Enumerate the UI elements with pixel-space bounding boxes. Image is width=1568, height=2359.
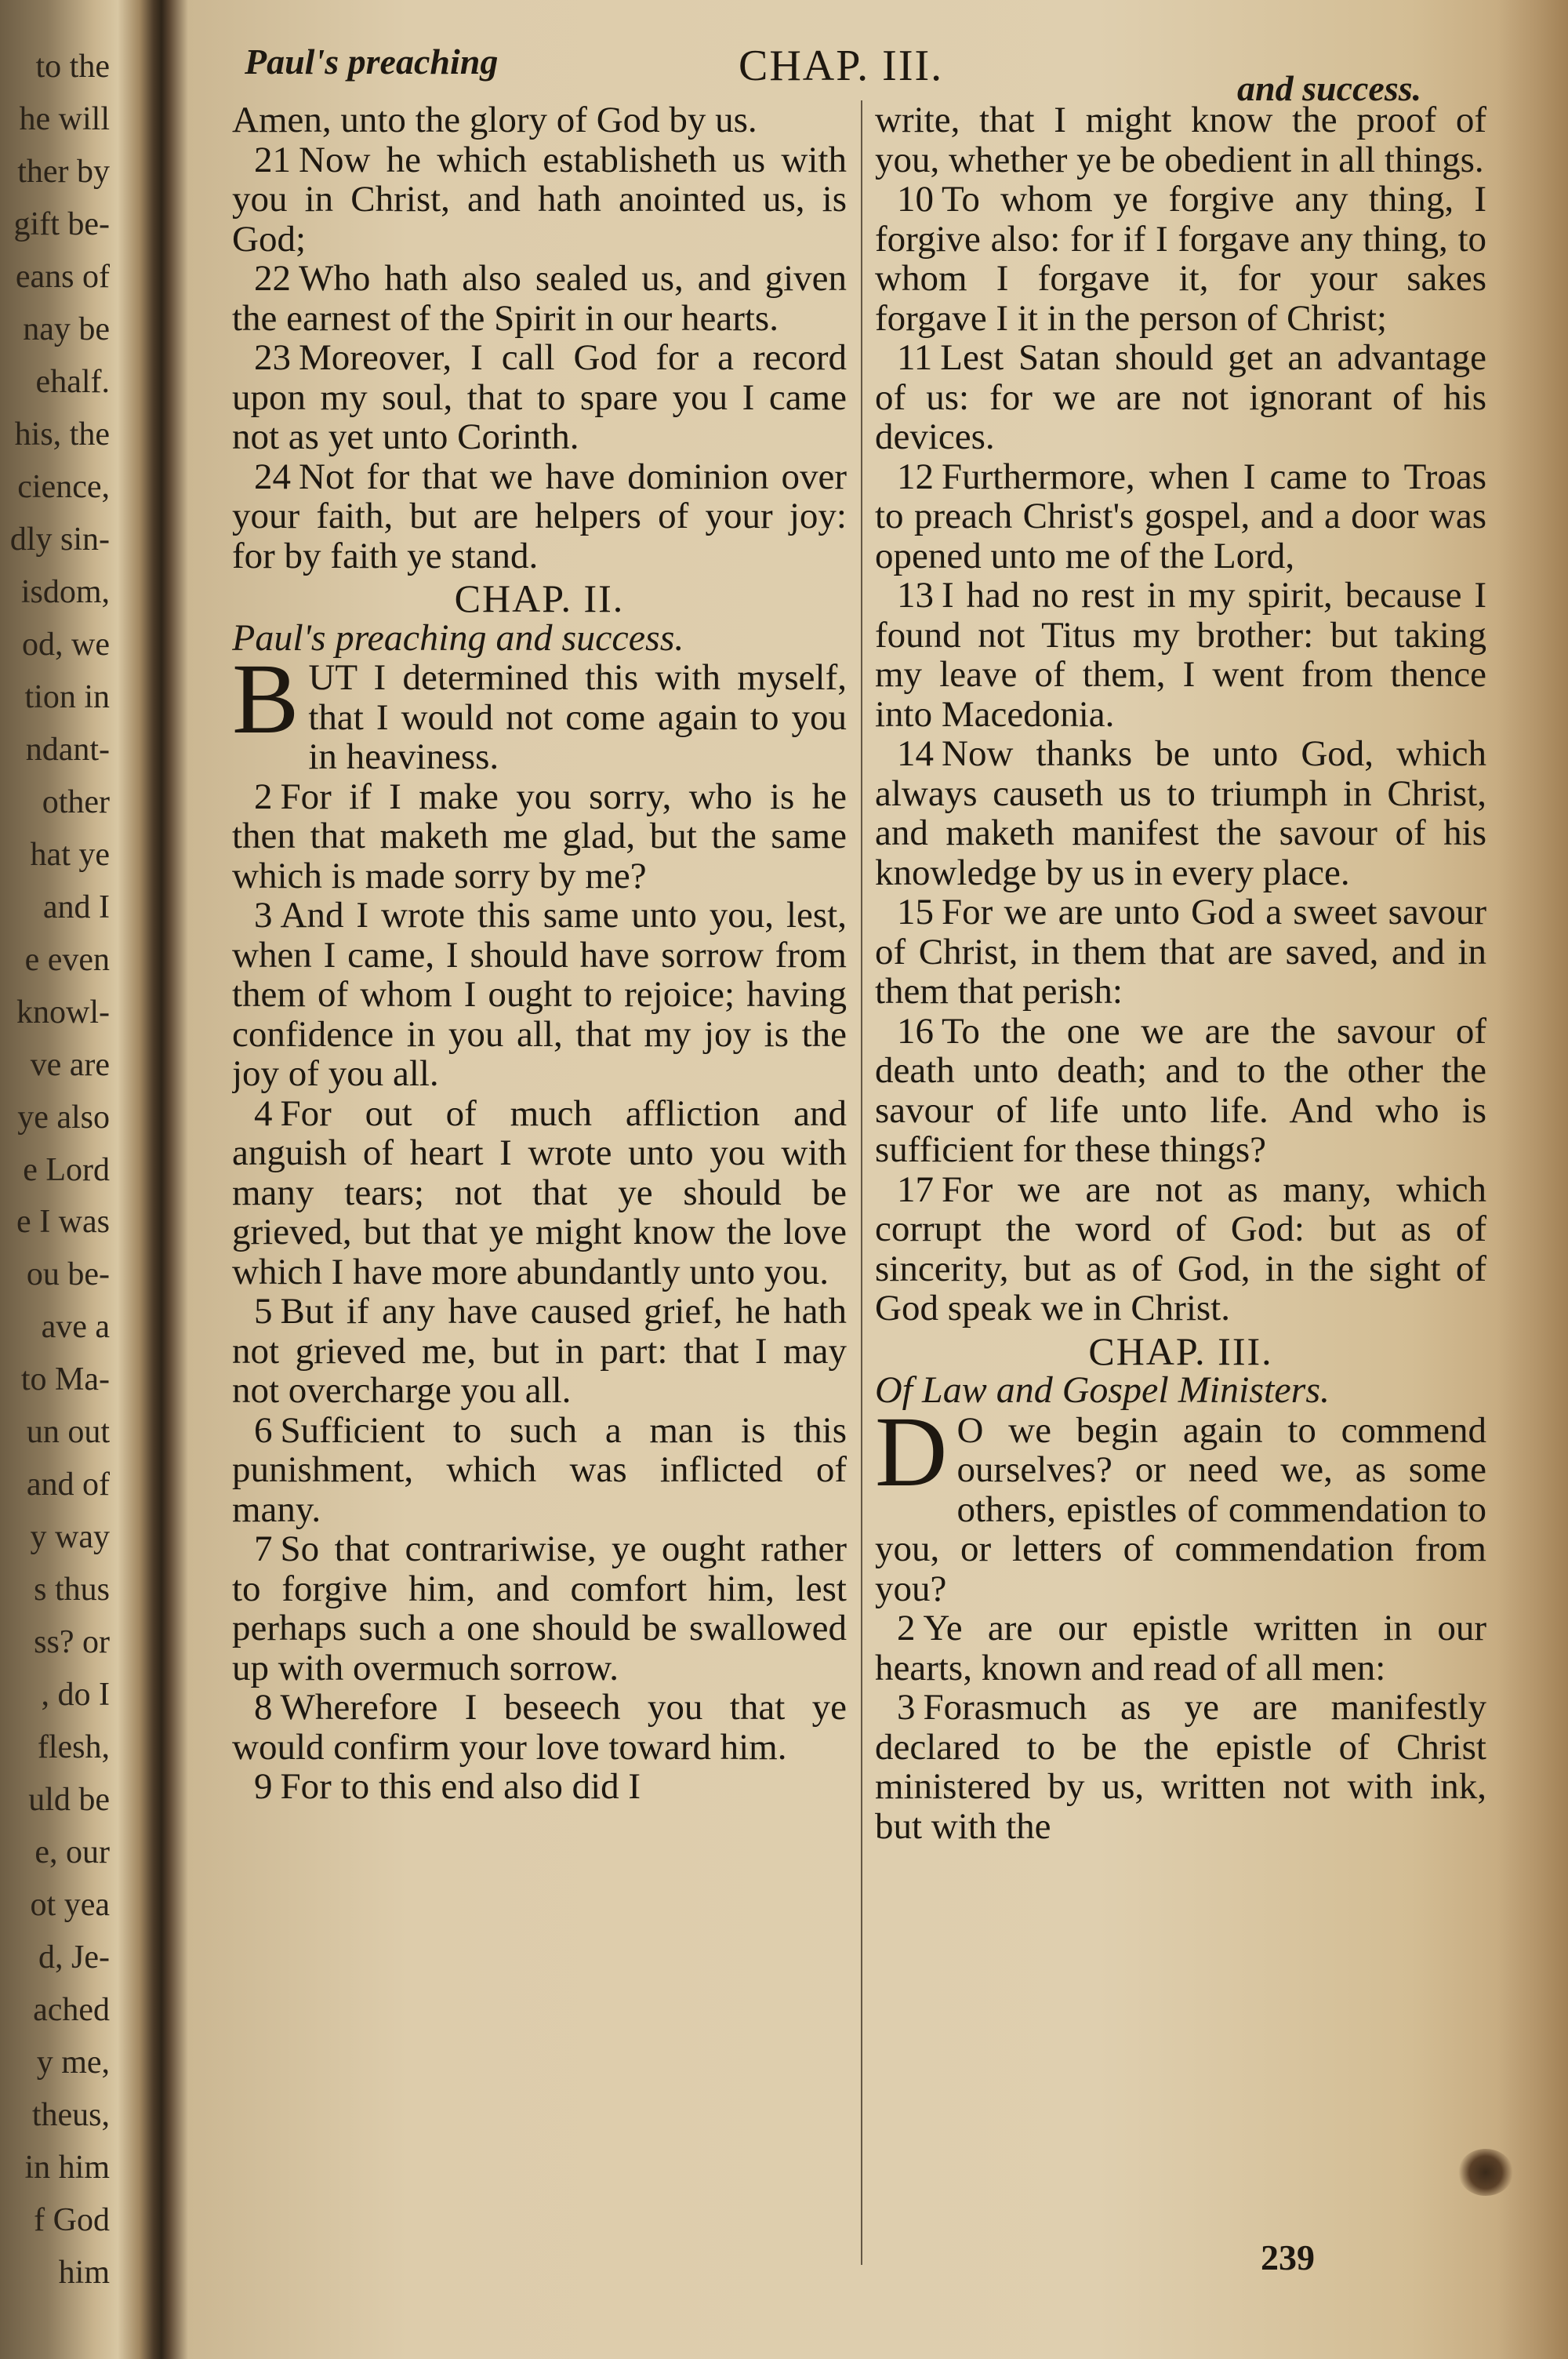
verse-text: I had no rest in my spirit, because I found not Titus my brother: but taking my leave of them, I went from thence into Macedonia. [875, 575, 1486, 735]
verse-text: Now thanks be unto God, which always causeth us to triumph in Christ, and maketh manifest the savour of his knowledge by us in every place. [875, 733, 1486, 893]
left-page-fragment: ye also [17, 1100, 110, 1136]
verse [232, 338, 847, 457]
verse-text: Who hath also sealed us, and given the earnest of the Spirit in our hearts. [232, 258, 847, 339]
drop-cap: D [875, 1395, 948, 1507]
verse [232, 1688, 847, 1767]
left-page-fragment: , do I [41, 1677, 110, 1713]
verse-text: For we are unto God a sweet savour of Christ, in them that are saved, and in them that perish: [875, 892, 1486, 1012]
verse-number: 2 [897, 1608, 916, 1648]
verse-text: For to this end also did I [280, 1766, 641, 1807]
verse [232, 259, 847, 338]
left-page-fragment: d, Je- [38, 1939, 110, 1976]
left-page-fragment: s thus [34, 1572, 110, 1608]
left-page-fragment: un out [26, 1414, 110, 1450]
drop-cap: B [232, 643, 299, 754]
verse [875, 892, 1486, 1012]
verse [232, 1094, 847, 1292]
verse [232, 1529, 847, 1688]
verse [875, 734, 1486, 892]
left-page-fragment: to the [35, 49, 110, 85]
verse-number: 11 [897, 337, 933, 378]
left-page-fragment: od, we [22, 627, 110, 663]
verse-number: 4 [254, 1092, 273, 1134]
verse-number: 17 [897, 1169, 934, 1210]
verse-text: Moreover, I call God for a record upon my soul, that to spare you I came not as yet unto Corinth. [232, 337, 847, 457]
verse-text: But if any have caused grief, he hath not grieved me, but in part: that I may not overcharge you all. [232, 1291, 847, 1411]
verse-text: UT I determined this with myself, that I would not come again to you in heaviness. [308, 657, 847, 777]
verse-number: 6 [254, 1409, 273, 1451]
left-page-fragment: e Lord [23, 1152, 110, 1188]
left-page-fragment: ve are [30, 1047, 110, 1083]
left-page-fragment: tion in [24, 679, 110, 715]
left-page-fragment: cience, [17, 469, 110, 505]
verse [875, 338, 1486, 457]
left-page-fragment: gift be- [13, 206, 110, 242]
verse-number: 23 [254, 337, 291, 378]
chapter-summary: Paul's preaching and success. [232, 616, 684, 659]
verse-text: Wherefore I beseech you that ye would confirm your love toward him. [232, 1687, 847, 1768]
left-page-fragment: and of [26, 1467, 110, 1503]
verse-text: Lest Satan should get an advantage of us: for we are not ignorant of his devices. [875, 337, 1486, 457]
verse [875, 1688, 1486, 1846]
left-page-fragment: eans of [15, 259, 110, 295]
verse-list-bottom [232, 777, 847, 1807]
running-head-left: Paul's preaching [245, 42, 499, 82]
verse-text: For out of much affliction and anguish of heart I wrote unto you with many tears; not that ye should be grieved, but that ye might know the love which I have more abundantly unto you. [232, 1092, 847, 1292]
verse-text: So that contrariwise, ye ought rather to forgive him, and comfort him, lest perhaps such a one should be swallowed up with overmuch sorrow. [232, 1528, 847, 1688]
left-page-fragment: ached [33, 1992, 110, 2028]
left-page-fragment: f God [34, 2202, 110, 2238]
verse [875, 576, 1486, 734]
verse-list-top [875, 180, 1486, 1329]
verse-number: 12 [897, 456, 934, 497]
verse-continuation: write, that I might know the proof of you, whether ye be obedient in all things. [875, 100, 1486, 180]
verse [875, 180, 1486, 338]
verse-text: Ye are our epistle written in our hearts, known and read of all men: [875, 1608, 1486, 1688]
chapter-heading: CHAP. III. [1088, 1329, 1273, 1373]
left-page-fragment: e, our [34, 1834, 110, 1870]
left-page-fragment: ehalf. [35, 364, 110, 400]
verse-text: Furthermore, when I came to Troas to preach Christ's gospel, and a door was opened unto me of the Lord, [875, 456, 1486, 576]
verse [875, 1012, 1486, 1170]
left-page-fragment: uld be [28, 1782, 110, 1818]
verse-number: 9 [254, 1766, 273, 1807]
left-page-fragment: ou be- [26, 1256, 110, 1292]
left-page-fragment: other [42, 784, 110, 820]
verse [232, 777, 847, 896]
left-page-fragment: ther by [17, 154, 110, 190]
verse [232, 1411, 847, 1530]
left-page-fragment: ot yea [30, 1887, 110, 1923]
page-number: 239 [1261, 2237, 1315, 2277]
verse-number: 21 [254, 139, 291, 180]
left-page-fragment: him [58, 2255, 110, 2291]
left-page-fragment: dly sin- [9, 522, 110, 558]
verse [232, 1767, 847, 1807]
left-page-fragment: theus, [31, 2097, 110, 2133]
verse-text: Forasmuch as ye are manifestly declared to be the epistle of Christ ministered by us, written not with ink, but with the [875, 1687, 1486, 1847]
left-page-fragment: hat ye [30, 837, 110, 873]
verse-text: To whom ye forgive any thing, I forgive also: for if I forgave any thing, to whom I forgave it, for your sakes forgave I it in the person of Christ; [875, 179, 1486, 339]
left-page-fragment: in him [24, 2150, 110, 2186]
page-edge-shading [1497, 0, 1568, 2359]
chapter-summary: Of Law and Gospel Ministers. [875, 1369, 1330, 1411]
verse [875, 1170, 1486, 1329]
verse-text: For we are not as many, which corrupt the word of God: but as of sincerity, but as of God, in the sight of God speak we in Christ. [875, 1169, 1486, 1329]
verse-list-bottom [875, 1608, 1486, 1846]
left-page-fragment: ndant- [25, 732, 110, 768]
running-head-chapter: CHAP. III. [739, 42, 944, 90]
verse-text: O we begin again to commend ourselves? or need we, as some others, epistles of commendation to you, or letters of commendation from you? [875, 1409, 1486, 1609]
verse-text: To the one we are the savour of death unto death; and to the other the savour of life unto life. And who is sufficient for these things? [875, 1010, 1486, 1170]
verse-list-top [232, 140, 847, 576]
left-page-fragment: isdom, [20, 574, 110, 610]
verse-number: 7 [254, 1528, 273, 1569]
verse-number: 16 [897, 1010, 934, 1052]
left-page-fragment: his, the [14, 416, 110, 453]
verse-text: Sufficient to such a man is this punishment, which was inflicted of many. [232, 1409, 847, 1530]
left-facing-page [0, 47, 118, 2321]
left-page-fragment: to Ma- [20, 1361, 110, 1398]
left-page-fragment: e even [24, 942, 110, 978]
verse-number: 14 [897, 733, 934, 774]
left-page-fragment: nay be [23, 311, 110, 347]
verse-number: 24 [254, 456, 291, 497]
left-page-fragment: y way [30, 1519, 110, 1555]
verse-number: 13 [897, 575, 934, 616]
verse-number: 3 [897, 1687, 916, 1728]
verse [875, 1608, 1486, 1688]
text-column-right [875, 100, 1486, 2257]
verse [232, 896, 847, 1094]
chapter-first-verse [875, 1395, 1486, 1609]
column-divider [861, 100, 862, 2265]
left-page-fragment: ave a [41, 1309, 110, 1345]
left-page-fragment: ss? or [34, 1624, 110, 1660]
verse-number: 2 [254, 776, 273, 817]
left-page-fragment: knowl- [16, 994, 110, 1030]
verse-number: 3 [254, 895, 273, 936]
verse-continuation: Amen, unto the glory of God by us. [232, 100, 757, 140]
chapter-first-verse [232, 643, 847, 777]
left-page-fragment: flesh, [37, 1729, 110, 1765]
chapter-heading: CHAP. II. [454, 576, 625, 620]
text-column-left [232, 100, 847, 2257]
verse-number: 5 [254, 1291, 273, 1332]
verse [232, 457, 847, 576]
verse-number: 10 [897, 179, 934, 220]
verse [875, 457, 1486, 576]
verse [232, 1292, 847, 1411]
verse-text: Not for that we have dominion over your faith, but are helpers of your joy: for by faith ye stand. [232, 456, 847, 576]
verse-number: 22 [254, 258, 291, 299]
left-page-fragment: he will [19, 101, 110, 137]
left-page-fragment: y me, [36, 2045, 110, 2081]
left-page-fragment: and I [42, 889, 110, 925]
verse-text: And I wrote this same unto you, lest, when I came, I should have sorrow from them of whom I ought to rejoice; having confidence in you all, that my joy is the joy of you all. [232, 895, 847, 1094]
verse-number: 8 [254, 1687, 273, 1728]
verse-text: For if I make you sorry, who is he then that maketh me glad, but the same which is made sorry by me? [232, 776, 847, 896]
verse [232, 140, 847, 260]
running-head-right: and success. [1237, 68, 1422, 108]
left-page-fragment: e I was [16, 1204, 110, 1240]
verse-text: Now he which establisheth us with you in Christ, and hath anointed us, is God; [232, 139, 847, 260]
verse-number: 15 [897, 892, 934, 932]
